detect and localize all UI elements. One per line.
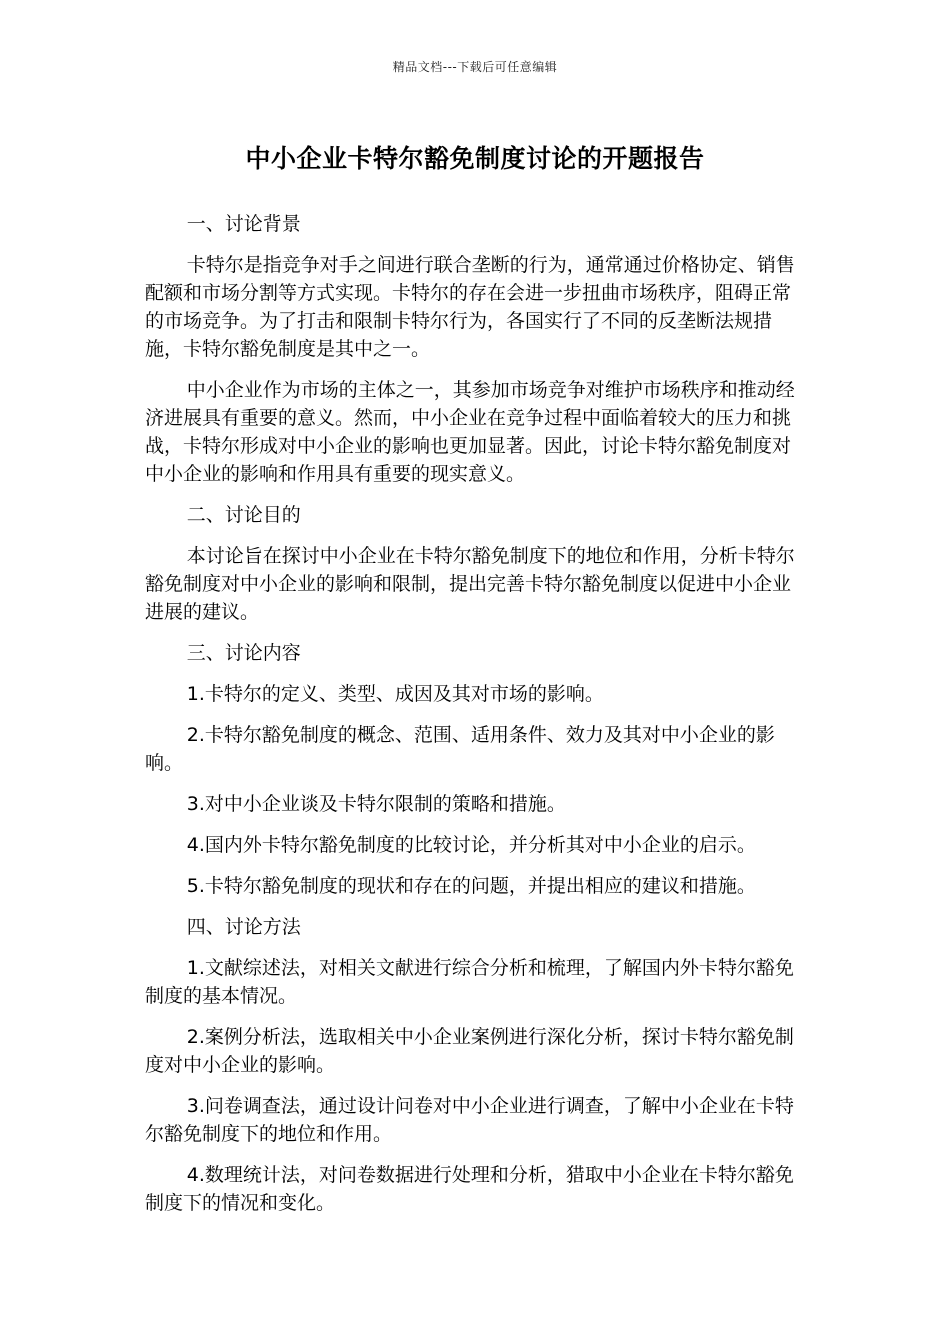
list-item: 4.国内外卡特尔豁免制度的比较讨论，并分析其对中小企业的启示。 [186,834,756,856]
paragraph: 中小企业作为市场的主体之一，其参加市场竞争对维护市场秩序和推动经济进展具有重要的意义。然而，中小企业在竞争过程中面临着较大的压力和挑战，卡特尔形成对中小企业的影响也更加显著。因此，讨论卡特尔豁免制度对中小企业的影响和作用具有重要的现实意义。 [145,379,795,485]
page-header: 精品文档---下载后可任意编辑 [392,60,558,74]
section-heading: 三、讨论内容 [186,642,301,664]
list-item: 3.对中小企业谈及卡特尔限制的策略和措施。 [186,793,566,815]
paragraph: 本讨论旨在探讨中小企业在卡特尔豁免制度下的地位和作用，分析卡特尔豁免制度对中小企业的影响和限制，提出完善卡特尔豁免制度以促进中小企业进展的建议。 [145,545,795,623]
section-heading: 二、讨论目的 [186,504,301,526]
list-item: 2.案例分析法，选取相关中小企业案例进行深化分析，探讨卡特尔豁免制度对中小企业的影响。 [145,1026,794,1076]
list-item: 4.数理统计法，对问卷数据进行处理和分析，猎取中小企业在卡特尔豁免制度下的情况和变化。 [145,1164,794,1214]
section-heading: 一、讨论背景 [186,213,301,235]
document-body [145,210,805,1230]
paragraph: 卡特尔是指竞争对手之间进行联合垄断的行为，通常通过价格协定、销售配额和市场分割等方式实现。卡特尔的存在会进一步扭曲市场秩序，阻碍正常的市场竞争。为了打击和限制卡特尔行为，各国实行了不同的反垄断法规措施，卡特尔豁免制度是其中之一。 [145,254,795,360]
list-item: 1.卡特尔的定义、类型、成因及其对市场的影响。 [186,683,604,705]
document-title: 中小企业卡特尔豁免制度讨论的开题报告 [245,144,705,173]
list-item: 5.卡特尔豁免制度的现状和存在的问题，并提出相应的建议和措施。 [186,875,756,897]
section-heading: 四、讨论方法 [186,916,301,938]
list-item: 3.问卷调查法，通过设计问卷对中小企业进行调查，了解中小企业在卡特尔豁免制度下的地位和作用。 [145,1095,794,1145]
list-item: 2.卡特尔豁免制度的概念、范围、适用条件、效力及其对中小企业的影响。 [145,724,775,774]
list-item: 1.文献综述法，对相关文献进行综合分析和梳理，了解国内外卡特尔豁免制度的基本情况。 [145,957,794,1007]
